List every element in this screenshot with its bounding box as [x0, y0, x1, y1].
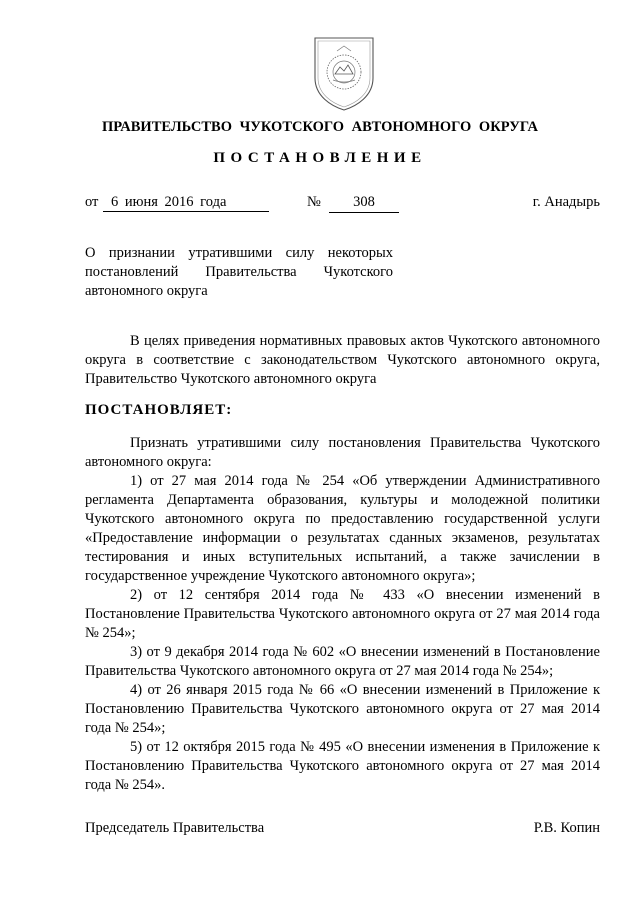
signatory-title: Председатель Правительства [85, 820, 265, 836]
body-intro: Признать утратившими силу постановления Правительства Чукотского автономного округа: [85, 435, 600, 470]
organization-title: ПРАВИТЕЛЬСТВО ЧУКОТСКОГО АВТОНОМНОГО ОКРУГА [102, 119, 538, 135]
list-item: 5) от 12 октября 2015 года № 495 «О внесении изменения в Приложение к Постановлению Правительства Чукотского автономного округа от 27 мая 2014 года № 254». [85, 739, 600, 793]
document-number: 308 [329, 194, 399, 213]
list-item: 1) от 27 мая 2014 года № 254 «Об утверждении Административного регламента Департамента образования, культуры и молодежной политики Чукотского автономного округа по предоставлению государственной услуги «Предоставление информации о результатах сданных экзаменов, результатах тестирования и иных вступительных испытаний, а также зачислении в государственное учреждение Чукотского автономного округа»; [85, 473, 600, 584]
document-subject: О признании утратившими силу некоторых постановлений Правительства Чукотского автономного округа [85, 245, 393, 299]
list-item: 3) от 9 декабря 2014 года № 602 «О внесении изменений в Постановление Правительства Чукотского автономного округа от 27 мая 2014 года № 254»; [85, 644, 600, 679]
document-date: 6 июня 2016 года [103, 194, 269, 212]
date-prefix: от [85, 194, 99, 210]
coat-of-arms-icon [311, 34, 377, 112]
document-body [85, 434, 600, 795]
decree-heading: ПОСТАНОВЛЯЕТ: [85, 402, 233, 418]
signatory-name: Р.В. Копин [533, 820, 600, 836]
document-meta [85, 194, 600, 214]
document-city: г. Анадырь [532, 194, 600, 210]
document-type: ПОСТАНОВЛЕНИЕ [213, 150, 427, 166]
number-label: № [307, 194, 321, 210]
list-item: 2) от 12 сентября 2014 года № 433 «О внесении изменений в Постановление Правительства Чукотского автономного округа от 27 мая 2014 года № 254»; [85, 587, 600, 641]
list-item: 4) от 26 января 2015 года № 66 «О внесении изменений в Приложение к Постановлению Правительства Чукотского автономного округа от 27 мая 2014 года № 254»; [85, 682, 600, 736]
preamble: В целях приведения нормативных правовых актов Чукотского автономного округа в соответствие с законодательством Чукотского автономного округа, Правительство Чукотского автономного округа [85, 333, 600, 387]
